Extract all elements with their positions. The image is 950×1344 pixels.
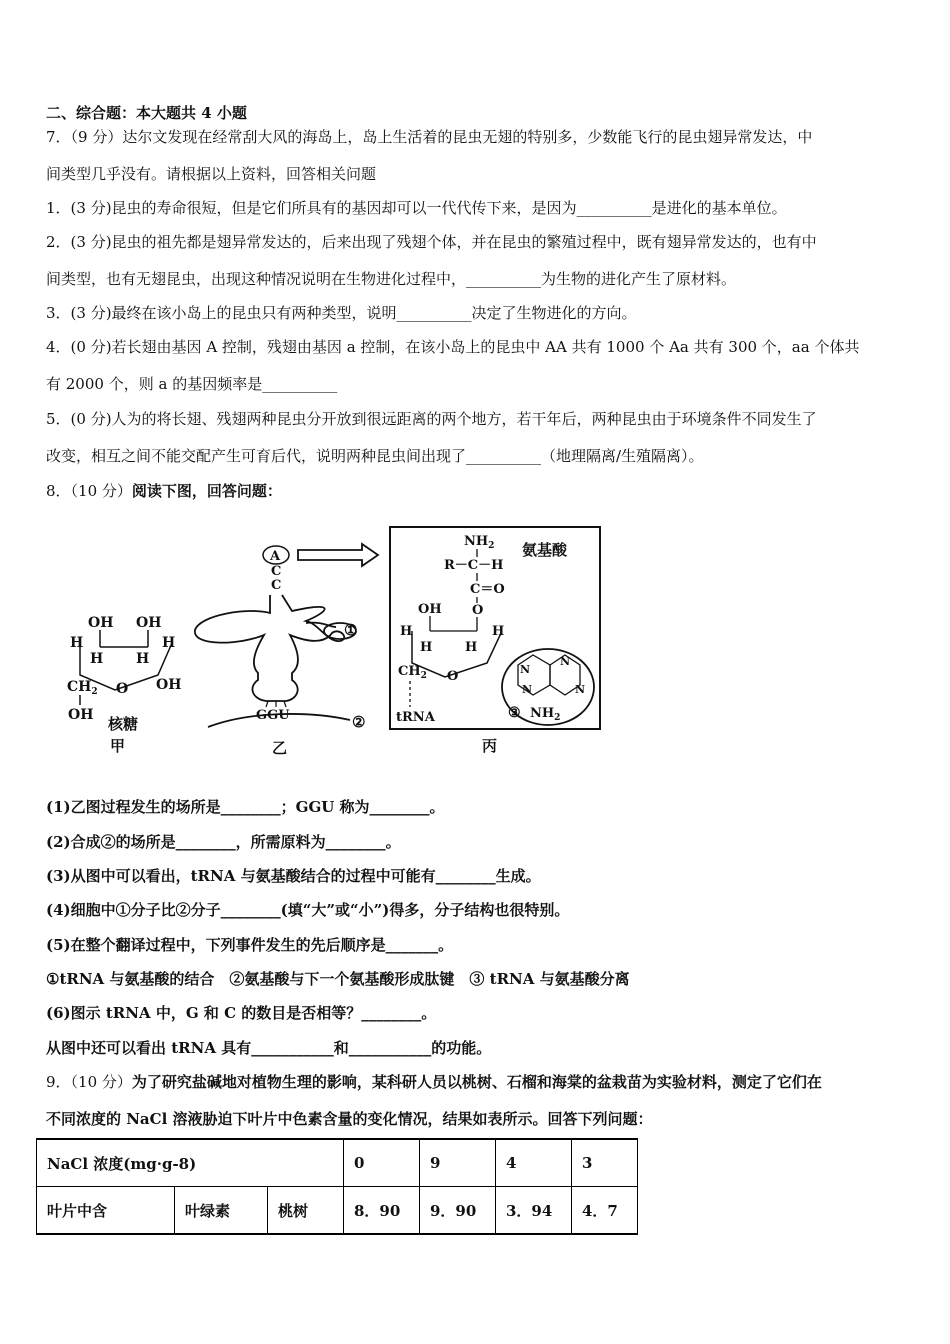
table-header-cell: 3 xyxy=(572,1139,638,1187)
trna-end-c2: C xyxy=(271,578,282,593)
table-cell: 9．90 xyxy=(420,1187,496,1235)
q8-part2: (2)合成②的场所是________，所需原料为________。 xyxy=(46,833,401,851)
adenine-n-3: N xyxy=(575,683,586,696)
q8-part6: (6)图示 tRNA 中，G 和 C 的数目是否相等？________。 xyxy=(46,1004,437,1022)
adenine-n-1: N xyxy=(520,663,531,676)
ribose-h-3: H xyxy=(90,651,104,667)
adenine-n-2: N xyxy=(560,655,571,668)
ribose2-ch2: $CH_2$ xyxy=(398,664,427,681)
ribose-name: 核糖 xyxy=(108,715,139,733)
label-bing: 丙 xyxy=(482,737,498,755)
ribose2-h-3: H xyxy=(420,640,433,655)
table-header-cell: 9 xyxy=(420,1139,496,1187)
ribose-oh-2: OH xyxy=(136,615,162,631)
q8-part5-options: ①tRNA 与氨基酸的结合 ②氨基酸与下一个氨基酸形成肽键 ③ tRNA 与氨基酸分离 xyxy=(46,970,630,988)
q8-part1: (1)乙图过程发生的场所是________；GGU 称为________。 xyxy=(46,798,445,816)
trna-cloverleaf xyxy=(195,546,366,757)
ribose2-oh: OH xyxy=(418,602,442,617)
q9-prompt-1: 为了研究盐碱地对植物生理的影响，某科研人员以桃树、石榴和海棠的盆栽苗为实验材料，测定了它们在 xyxy=(131,1073,822,1091)
label-jia: 甲 xyxy=(110,737,126,755)
ribose-oh-3: OH xyxy=(156,677,182,693)
arrow-icon xyxy=(298,544,378,566)
adenine-nh2: $NH_2$ xyxy=(530,706,561,723)
ribose-h-4: H xyxy=(136,651,150,667)
section-title: 二、综合题：本大题共 4 小题 xyxy=(46,104,247,122)
trna-label: tRNA xyxy=(396,710,435,725)
q7-sub3: 3．(3 分)最终在该小岛上的昆虫只有两种类型，说明__________决定了生物进化的方向。 xyxy=(46,304,637,322)
ribose-oh-1: OH xyxy=(88,615,114,631)
q7-sub2-line1: 2．(3 分)昆虫的祖先都是翅异常发达的，后来出现了残翅个体，并在昆虫的繁殖过程中，既有翅异常发达的，也有中 xyxy=(46,233,817,251)
q8-part5: (5)在整个翻译过程中，下列事件发生的先后顺序是_______。 xyxy=(46,936,454,954)
ribose2-ring-o: O xyxy=(447,669,459,684)
q8-part3: (3)从图中可以看出，tRNA 与氨基酸结合的过程中可能有________生成。 xyxy=(46,867,541,885)
amino-nh2: $NH_2$ xyxy=(464,534,495,551)
ribose2-h-1: H xyxy=(400,624,413,639)
ribose-ring-o: O xyxy=(116,681,129,697)
label-yi: 乙 xyxy=(272,739,288,757)
ribose2-h-4: H xyxy=(465,640,478,655)
label-mark1: ① xyxy=(344,621,358,639)
table-cell: 3．94 xyxy=(496,1187,572,1235)
q9-heading-line2: 不同浓度的 NaCl 溶液胁迫下叶片中色素含量的变化情况，结果如表所示。回答下列问题： xyxy=(46,1110,653,1128)
q7-sub4-line1: 4．(0 分)若长翅由基因 A 控制，残翅由基因 a 控制，在该小岛上的昆虫中 AA 共有 1000 个 Aa 共有 300 个，aa 个体共 xyxy=(46,338,860,356)
label-mark3: ③ xyxy=(508,705,521,721)
table-cell: 8．90 xyxy=(344,1187,420,1235)
trna-end-c1: C xyxy=(271,564,282,579)
ribose-h-1: H xyxy=(70,635,84,651)
q8-part7: 从图中还可以看出 tRNA 具有___________和___________的功能。 xyxy=(46,1039,492,1057)
table-header-cell: 4 xyxy=(496,1139,572,1187)
q7-sub5-line1: 5．(0 分)人为的将长翅、残翅两种昆虫分开放到很远距离的两个地方，若干年后，两种昆虫由于环境条件不同发生了 xyxy=(46,410,817,428)
q7-intro-line1: 7．（9 分）达尔文发现在经常刮大风的海岛上，岛上生活着的昆虫无翅的特别多，少数能飞行的昆虫翅异常发达，中 xyxy=(46,128,813,146)
q9-heading-line1 xyxy=(46,1072,822,1092)
q7-sub4-line2: 有 2000 个，则 a 的基因频率是__________ xyxy=(46,375,338,393)
table-cell: 桃树 xyxy=(268,1187,344,1235)
aminoacyl-trna-diagram xyxy=(390,527,600,755)
ribose-diagram xyxy=(67,615,181,755)
ribose-h-2: H xyxy=(162,635,176,651)
table-header-cell: 0 xyxy=(344,1139,420,1187)
table-header-row xyxy=(37,1139,638,1187)
trna-end-a: A xyxy=(270,549,281,564)
amino-acid-label: 氨基酸 xyxy=(522,541,568,559)
adenine-n-4: N xyxy=(522,683,533,696)
q7-sub1: 1．(3 分)昆虫的寿命很短，但是它们所具有的基因却可以一代代传下来，是因为__________是进化的基本单位。 xyxy=(46,199,787,217)
q7-sub2-line2: 间类型，也有无翅昆虫，出现这种情况说明在生物进化过程中，__________为生物的进化产生了原材料。 xyxy=(46,270,737,288)
q8-prompt: 阅读下图，回答问题： xyxy=(131,482,282,500)
table-cell: 叶片中含 xyxy=(37,1187,175,1235)
table-row xyxy=(37,1187,638,1235)
amino-carbonyl: C＝O xyxy=(470,582,505,597)
ester-o: O xyxy=(472,603,484,618)
ribose2-h-2: H xyxy=(492,624,505,639)
ribose-ch2: $CH_2$ xyxy=(67,679,98,697)
q7-intro-line2: 间类型几乎没有。请根据以上资料，回答相关问题 xyxy=(46,165,377,183)
nacl-table xyxy=(36,1138,638,1235)
label-mark2: ② xyxy=(352,713,366,731)
table-header-cell: NaCl 浓度(mg·g-8) xyxy=(37,1139,344,1187)
table-cell: 4．7 xyxy=(572,1187,638,1235)
q8-heading xyxy=(46,481,282,501)
amino-r-group: R－C－H xyxy=(444,558,504,573)
anticodon-ggu: GGU xyxy=(256,708,290,723)
q7-sub5-line2: 改变，相互之间不能交配产生可育后代，说明两种昆虫间出现了__________（地理隔离/生殖隔离）。 xyxy=(46,447,704,465)
table-cell: 叶绿素 xyxy=(175,1187,268,1235)
ribose-oh-4: OH xyxy=(68,707,94,723)
q8-part4: (4)细胞中①分子比②分子________(填“大”或“小”)得多，分子结构也很特别。 xyxy=(46,901,570,919)
q8-number: 8．（10 分） xyxy=(46,482,132,500)
q9-number: 9．（10 分） xyxy=(46,1073,132,1091)
trna-figure xyxy=(40,515,620,765)
